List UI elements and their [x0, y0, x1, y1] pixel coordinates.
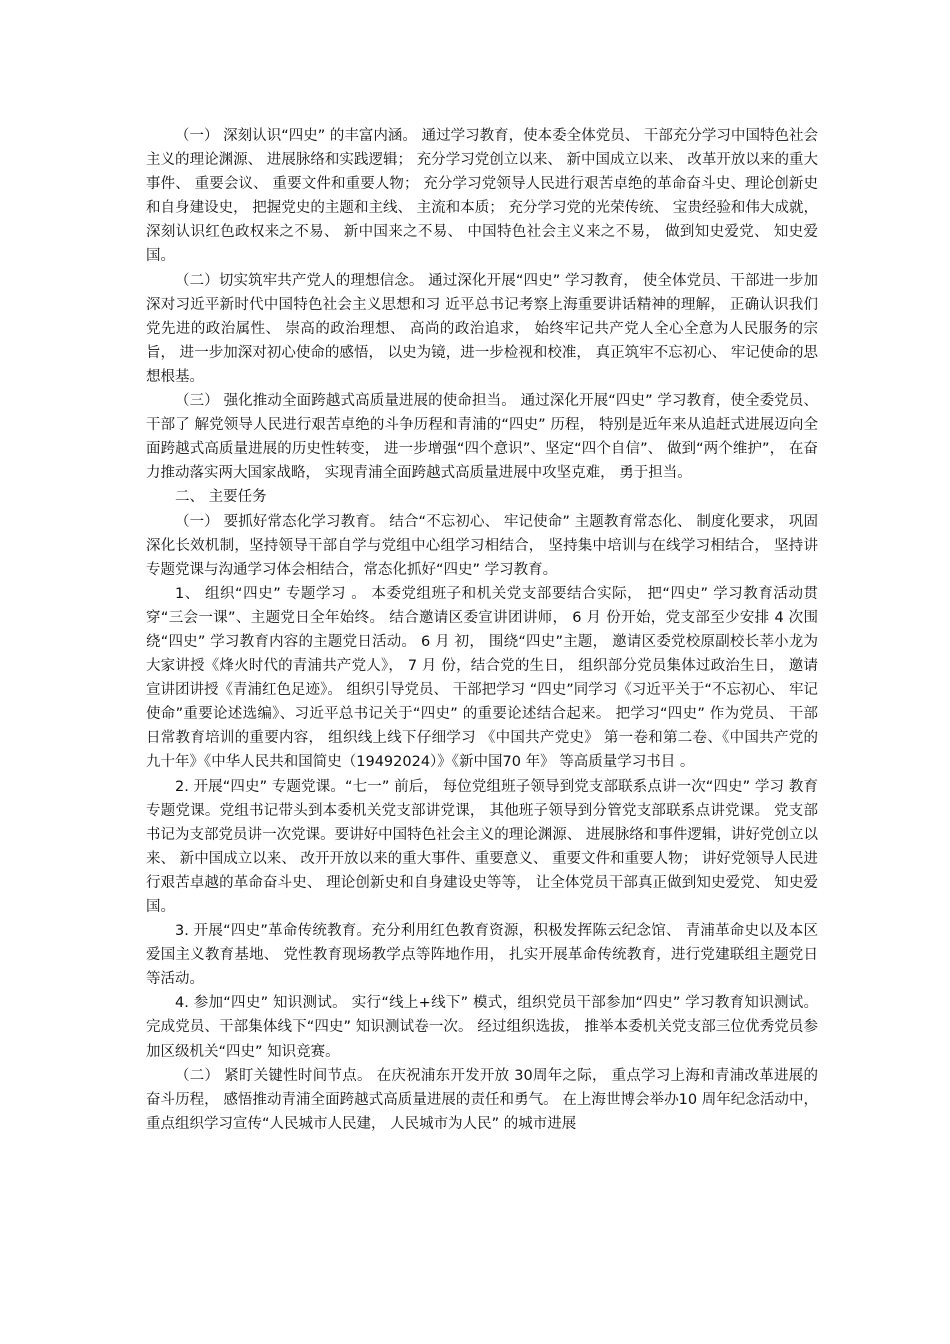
- section-heading-main-tasks: 二、 主要任务: [175, 489, 267, 506]
- paragraph-task-1-topic-study: 1、 组织“四史” 专题学习 。 本委党组班子和机关党支部要结合实际， 把“四史” 学习教育活动贯穿“三会一课”、主题党日全年始终。 结合邀请区委宣讲团讲师， 6 月 份开始，党支部至少安排 4 次围绕“四史” 学习教育内容的主题党日活动。 6 月 初， 围绕“四史”主题， 邀请区委党校原副校长莘小龙为大家讲授《烽火时代的青浦共产党人》， 7 月 份，结合党的生日， 组织部分党员集体过政治生日， 邀请宣讲团讲授《青浦红色足迹》。 组织引导党员、 干部把学习 “四史”同学习《习近平关于“不忘初心、 牢记使命”重要论述选编》、习近平总书记关于“四史” 的重要论述结合起来。 把学习“四史” 作为党员、 干部日常教育培训的重要内容， 组织线上线下仔细学习 《中国共产党史》 第一卷和第二卷、《中国共产党的九十年》《中华人民共和国简史（19492024）》《新中国70 年》 等高质量学习书目 。: [146, 585, 818, 771]
- paragraph-task-3-revolution-education: 3. 开展“四史”革命传统教育。充分利用红色教育资源，积极发挥陈云纪念馆、 青浦革命史以及本区爱国主义教育基地、 党性教育现场教学点等阵地作用， 扎实开展革命传统教育，进行党建联组主题党日等活动。: [146, 923, 818, 988]
- paragraph-understand-four-histories: （一） 深刻认识“四史” 的丰富内涵。 通过学习教育，使本委全体党员、 干部充分学习中国特色社会主义的理论渊源、 进展脉络和实践逻辑； 充分学习党创立以来、 新中国成立以来、 改革开放以来的重大事件、 重要会议、 重要文件和重要人物； 充分学习党领导人民进行艰苦卓绝的革命奋斗史、理论创新史和自身建设史， 把握党史的主题和主线、 主流和本质； 充分学习党的光荣传统、 宝贵经验和伟大成就， 深刻认识红色政权来之不易、 新中国来之不易、 中国特色社会主义来之不易， 做到知史爱党、 知史爱国。: [146, 128, 818, 265]
- document-body: [146, 124, 818, 1136]
- paragraph-ideals-beliefs: （二）切实筑牢共产党人的理想信念。 通过深化开展“四史” 学习教育， 使全体党员、干部进一步加深对习近平新时代中国特色社会主义思想和习 近平总书记考察上海重要讲话精神的理解， 正确认识我们党先进的政治属性、 崇高的政治理想、 高尚的政治追求， 始终牢记共产党人全心全意为人民服务的宗旨， 进一步加深对初心使命的感悟， 以史为镜，进一步检视和校准， 真正筑牢不忘初心、 牢记使命的思想根基。: [146, 272, 818, 385]
- paragraph-task-4-knowledge-test: 4. 参加“四史” 知识测试。 实行“线上+线下” 模式，组织党员干部参加“四史” 学习教育知识测试。 完成党员、干部集体线下“四史” 知识测试卷一次。 经过组织选拔， 推举本委机关党支部三位优秀党员参加区级机关“四史” 知识竞赛。: [146, 995, 818, 1060]
- paragraph-mission-responsibility: （三） 强化推动全面跨越式高质量进展的使命担当。 通过深化开展“四史” 学习教育，使全委党员、 干部了 解党领导人民进行艰苦卓绝的斗争历程和青浦的“四史” 历程， 特别是近年来从追赶式进展迈向全面跨越式高质量进展的历史性转变， 进一步增强“四个意识”、坚定“四个自信”、 做到“两个维护”， 在奋力推动落实两大国家战略， 实现青浦全面跨越式高质量进展中攻坚克难， 勇于担当。: [146, 393, 818, 482]
- paragraph-task-2-party-lecture: 2. 开展“四史” 专题党课。“七一” 前后， 每位党组班子领导到党支部联系点讲一次“四史” 学习 教育专题党课。党组书记带头到本委机关党支部讲党课， 其他班子领导到分管党支部联系点讲党课。 党支部书记为支部党员讲一次党课。要讲好中国特色社会主义的理论渊源、 进展脉络和事件逻辑，讲好党创立以来、 新中国成立以来、 改开开放以来的重大事件、重要意义、 重要文件和重要人物； 讲好党领导人民进行艰苦卓越的革命奋斗史、 理论创新史和自身建设史等等， 让全体党员干部真正做到知史爱党、 知史爱国。: [146, 778, 818, 915]
- paragraph-regular-study: （一） 要抓好常态化学习教育。 结合“不忘初心、 牢记使命” 主题教育常态化、 制度化要求， 巩固深化长效机制，坚持领导干部自学与党组中心组学习相结合， 坚持集中培训与在线学习相结合， 坚持讲专题党课与沟通学习体会相结合，常态化抓好“四史” 学习教育。: [146, 513, 818, 578]
- paragraph-key-time-nodes: （二） 紧盯关键性时间节点。 在庆祝浦东开发开放 30周年之际， 重点学习上海和青浦改革进展的奋斗历程， 感悟推动青浦全面跨越式高质量进展的责任和勇气。 在上海世博会举办10 周年纪念活动中， 重点组织学习宣传“人民城市人民建， 人民城市为人民” 的城市进展: [146, 1067, 818, 1132]
